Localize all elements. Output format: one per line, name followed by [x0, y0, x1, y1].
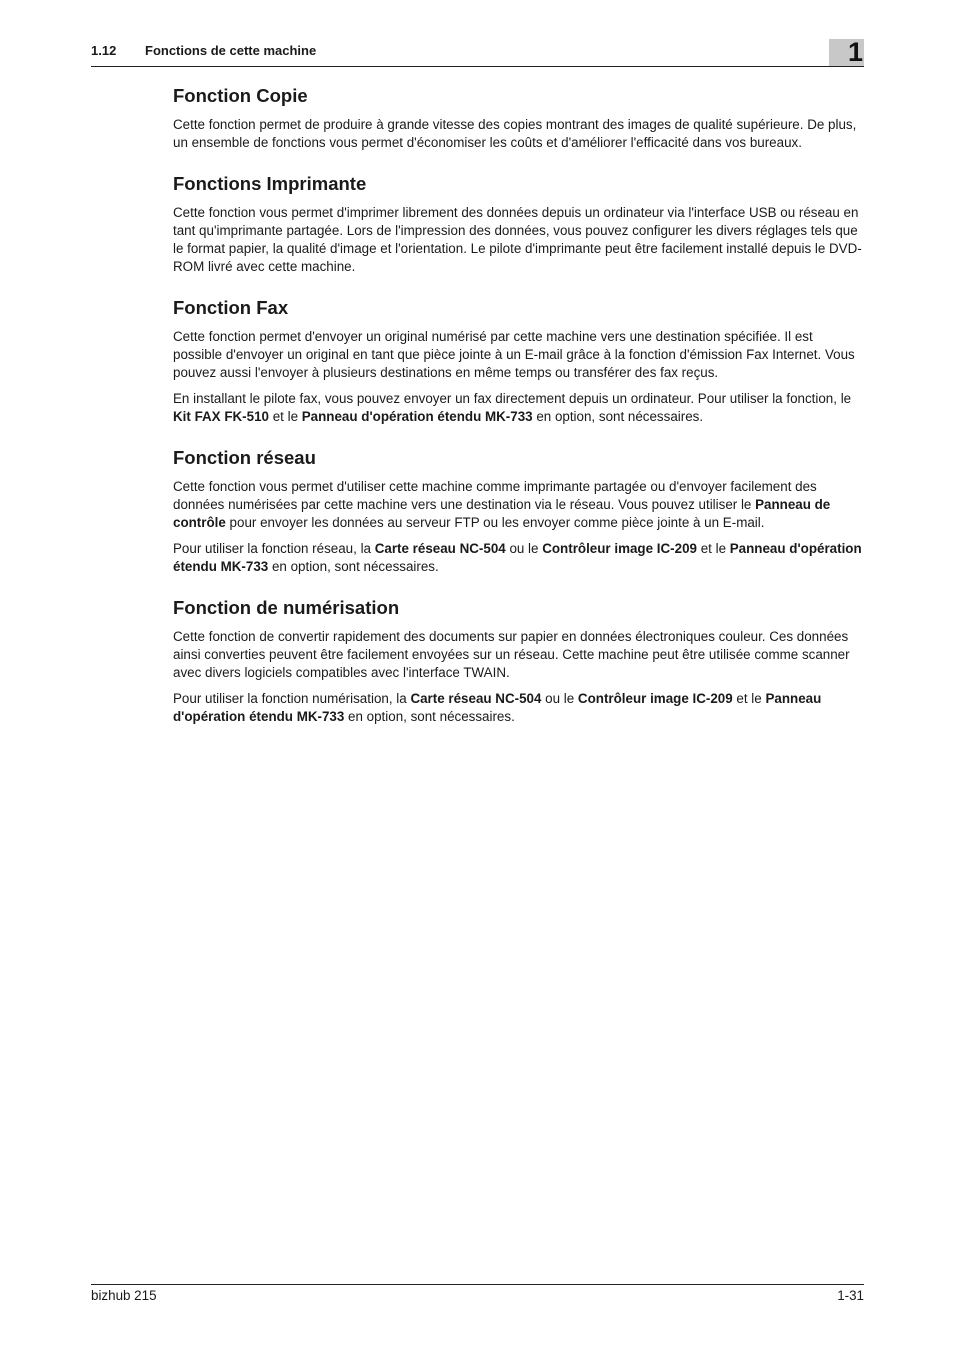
section-number: 1.12	[91, 43, 117, 58]
section-imprimante	[173, 172, 865, 276]
paragraph: Cette fonction permet d'envoyer un original numérisé par cette machine vers une destination spécifiée. Il est possible d'envoyer un original en tant que pièce jointe à un E-mail grâce à la fonction d'émission Fax Internet. Vous pouvez aussi l'envoyer à plusieurs destinations en même temps ou transférer des fax reçus.	[173, 329, 855, 380]
section-heading: Fonction réseau	[173, 447, 316, 468]
page-content	[173, 84, 865, 746]
page-footer	[91, 1284, 864, 1303]
section-reseau	[173, 446, 865, 576]
chapter-number: 1	[847, 37, 863, 67]
paragraph: Cette fonction vous permet d'imprimer librement des données depuis un ordinateur via l'interface USB ou réseau en tant qu'imprimante partagée. Lors de l'impression des données, vous pouvez configurer les divers réglages tels que le format papier, la qualité d'image et l'orientation. Le pilote d'imprimante peut être facilement installé depuis le DVD-ROM livré avec cette machine.	[173, 205, 862, 274]
section-heading: Fonction de numérisation	[173, 597, 400, 618]
paragraph: Cette fonction de convertir rapidement des documents sur papier en données électroniques couleur. Ces données ainsi converties peuvent être facilement envoyées sur un réseau. Cette machine peut être utilisée comme scanner avec divers logiciels compatibles avec l'interface TWAIN.	[173, 629, 850, 680]
section-copie	[173, 84, 865, 152]
section-numerisation	[173, 596, 865, 726]
section-fax	[173, 296, 865, 426]
paragraph: Cette fonction permet de produire à grande vitesse des copies montrant des images de qualité supérieure. De plus, un ensemble de fonctions vous permet d'économiser les coûts et d'améliorer l'efficacité dans vos bureaux.	[173, 117, 857, 150]
product-name: bizhub 215	[91, 1288, 157, 1303]
section-title: Fonctions de cette machine	[145, 43, 317, 58]
page-header	[91, 42, 864, 67]
section-heading: Fonction Fax	[173, 297, 289, 318]
section-heading: Fonctions Imprimante	[173, 173, 367, 194]
section-heading: Fonction Copie	[173, 85, 308, 106]
paragraph: Cette fonction vous permet d'utiliser cette machine comme imprimante partagée ou d'envoyer facilement des données numérisées par cette machine vers une destination via le réseau. Vous pouvez utiliser le Panneau de contrôle pour envoyer les données au serveur FTP ou les envoyer comme pièce jointe à un E-mail.	[173, 479, 831, 530]
paragraph: En installant le pilote fax, vous pouvez envoyer un fax directement depuis un ordinateur. Pour utiliser la fonction, le Kit FAX FK-510 et le Panneau d'opération étendu MK-733 en option, sont nécessaires.	[173, 391, 852, 424]
paragraph: Pour utiliser la fonction réseau, la Carte réseau NC-504 ou le Contrôleur image IC-209 et le Panneau d'opération étendu MK-733 en option, sont nécessaires.	[173, 541, 862, 574]
chapter-badge	[829, 39, 864, 66]
paragraph: Pour utiliser la fonction numérisation, la Carte réseau NC-504 ou le Contrôleur image IC-209 et le Panneau d'opération étendu MK-733 en option, sont nécessaires.	[173, 691, 822, 724]
page-number: 1-31	[837, 1288, 864, 1303]
